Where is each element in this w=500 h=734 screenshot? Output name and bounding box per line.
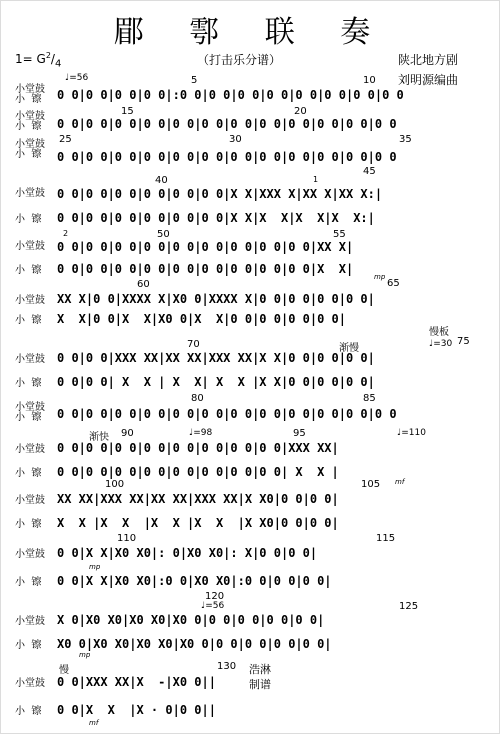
dynamic-mark: mp	[79, 651, 91, 659]
staff-label-cymbal: 小 镲	[15, 640, 42, 651]
measure-number: 55	[333, 229, 346, 240]
staff-label-snare: 小堂鼓	[15, 188, 45, 199]
staff-label-cymbal: 小 镲	[15, 315, 42, 326]
staff-label-cymbal: 小 镲	[15, 378, 42, 389]
dynamic-mark: mp	[374, 273, 386, 281]
staff-label-snare: 小堂鼓	[15, 549, 45, 560]
notation-line-cymbal: 0 0|0 0| X X | X X| X X |X X|0 0|0 0|0 0|	[57, 375, 375, 389]
staff-label-cymbal: 小 镲	[15, 706, 42, 717]
opera-genre: 陕北地方剧	[398, 53, 459, 67]
tempo-mark: ♩=110	[397, 428, 426, 438]
tempo-mark: ♩=98	[189, 428, 213, 438]
staff-label-cymbal: 小 镲	[15, 214, 42, 225]
staff-labels: 小堂鼓 小 镲	[15, 139, 45, 160]
measure-number: 10	[363, 75, 376, 86]
measure-number: 35	[399, 134, 412, 145]
key-signature: $1= G^2/_4$	[15, 51, 62, 70]
staff-labels: 小堂鼓 小 镲	[15, 84, 45, 105]
notation-line-cymbal: 0 0|0 0|0 0|0 0|0 0|0 0|0 0|0 0| X X |	[57, 465, 339, 479]
notation-line-cymbal: X0 0|X0 X0|X0 X0|X0 0|0 0|0 0|0 0|0 0|	[57, 637, 332, 651]
measure-number: 15	[121, 106, 134, 117]
staff-labels: 小堂鼓 小 镲	[15, 111, 45, 132]
measure-number: 60	[137, 279, 150, 290]
notation-line-snare: 0 0|0 0|0 0|0 0|0 0|0 0|0 0|0 0|XXX XX|	[57, 441, 339, 455]
meter-bottom: 4	[54, 58, 62, 70]
measure-number: 30	[229, 134, 242, 145]
tempo-mark: ♩=30	[429, 339, 453, 349]
dynamic-mark: mf	[89, 719, 99, 727]
staff-label-cymbal: 小 镲	[15, 519, 42, 530]
staff-label-snare: 小堂鼓	[15, 444, 45, 455]
measure-number: 20	[294, 106, 307, 117]
staff-label-snare: 小堂鼓	[15, 354, 45, 365]
key-label: 1= G	[15, 52, 46, 66]
notation-line-snare: 0 0|0 0|XXX XX|XX XX|XXX XX|X X|0 0|0 0|0 0|	[57, 351, 375, 365]
volta-number: 2	[63, 229, 69, 238]
notation-line-snare: X 0|X0 X0|X0 X0|X0 0|0 0|0 0|0 0|0 0|	[57, 613, 325, 627]
measure-number: 5	[191, 75, 198, 86]
measure-number: 115	[376, 533, 396, 544]
notation-line-snare: 0 0|X X|X0 X0|: 0|X0 X0|: X|0 0|0 0|	[57, 546, 318, 560]
score-title: 郿 鄠 联 奏	[113, 15, 389, 50]
dynamic-mark: mf	[395, 478, 405, 486]
notation-line-cymbal: 0 0|X X|X0 X0|:0 0|X0 X0|:0 0|0 0|0 0|	[57, 574, 332, 588]
measure-number: 110	[117, 533, 137, 544]
measure-number: 105	[361, 479, 381, 490]
notation-line-snare: XX XX|XXX XX|XX XX|XXX XX|X X0|0 0|0 0|	[57, 492, 339, 506]
measure-number: 75	[457, 336, 470, 347]
staff-label-snare: 小堂鼓	[15, 495, 45, 506]
measure-number: 25	[59, 134, 72, 145]
measure-number: 40	[155, 175, 168, 186]
measure-number: 65	[387, 278, 400, 289]
measure-number: 100	[105, 479, 125, 490]
notation-line-snare: 0 0|0 0|0 0|0 0|0 0|0 0|X X|XXX X|XX X|XX X:|	[57, 187, 383, 201]
measure-number: 95	[293, 428, 306, 439]
notation-line-cymbal: X X|0 0|X X|X0 0|X X|0 0|0 0|0 0|0 0|	[57, 312, 346, 326]
meter-top: 2	[45, 51, 51, 60]
measure-number: 120	[205, 591, 225, 602]
tempo-text: 慢板	[429, 327, 449, 338]
staff-label-snare: 小堂鼓	[15, 241, 45, 252]
measure-number: 125	[399, 601, 419, 612]
author-line-2: 制谱	[249, 678, 271, 691]
transcriber	[249, 662, 271, 692]
staff-labels: 小堂鼓 小 镲	[15, 402, 45, 423]
notation-line-cymbal: 0 0|X X |X · 0|0 0||	[57, 703, 216, 717]
notation-line: 0 0|0 0|0 0|0 0|0 0|0 0|0 0|0 0|0 0|0 0|0 0|0 0	[57, 407, 397, 421]
score-subtitle: （打击乐分谱）	[197, 53, 282, 67]
notation-line-cymbal: X X |X X |X X |X X |X X0|0 0|0 0|	[57, 516, 339, 530]
measure-number: 45	[363, 166, 376, 177]
tempo-text: 渐快	[89, 432, 109, 443]
staff-label-cymbal: 小 镲	[15, 468, 42, 479]
staff-label-cymbal: 小 镲	[15, 265, 42, 276]
notation-line-cymbal: 0 0|0 0|0 0|0 0|0 0|0 0|X X|X X|X X|X X:|	[57, 211, 375, 225]
staff-label-snare: 小堂鼓	[15, 295, 45, 306]
notation-line-snare: XX X|0 0|XXXX X|X0 0|XXXX X|0 0|0 0|0 0|0 0|	[57, 292, 375, 306]
measure-number: 80	[191, 393, 204, 404]
volta-number: 1	[313, 175, 319, 184]
measure-number: 90	[121, 428, 134, 439]
measure-number: 85	[363, 393, 376, 404]
tempo-text: 渐慢	[339, 343, 359, 354]
measure-number: 70	[187, 339, 200, 350]
measure-number: 130	[217, 661, 237, 672]
notation-line: 0 0|0 0|0 0|0 0|0 0|0 0|0 0|0 0|0 0|0 0|0 0|0 0	[57, 150, 397, 164]
tempo-mark: ♩=56	[65, 73, 89, 83]
staff-label-cymbal: 小 镲	[15, 577, 42, 588]
tempo-mark: ♩=56	[201, 601, 225, 611]
notation-line: 0 0|0 0|0 0|0 0|0 0|0 0|0 0|0 0|0 0|0 0|0 0|0 0	[57, 117, 397, 131]
staff-label-snare: 小堂鼓	[15, 678, 45, 689]
author-line-1: 浩淋	[249, 663, 271, 676]
dynamic-mark: mp	[89, 563, 101, 571]
tempo-text: 慢	[59, 665, 69, 676]
notation-line-cymbal: 0 0|0 0|0 0|0 0|0 0|0 0|0 0|0 0|0 0|X X|	[57, 262, 354, 276]
staff-label-snare: 小堂鼓	[15, 616, 45, 627]
notation-line-snare: 0 0|XXX XX|X -|X0 0||	[57, 675, 216, 689]
notation-line-snare: 0 0|0 0|0 0|0 0|0 0|0 0|0 0|0 0|0 0|XX X|	[57, 240, 354, 254]
notation-line: 0 0|0 0|0 0|0 0|:0 0|0 0|0 0|0 0|0 0|0 0|0 0|0 0	[57, 88, 404, 102]
measure-number: 50	[157, 229, 170, 240]
arranger: 刘明源编曲	[398, 73, 459, 87]
